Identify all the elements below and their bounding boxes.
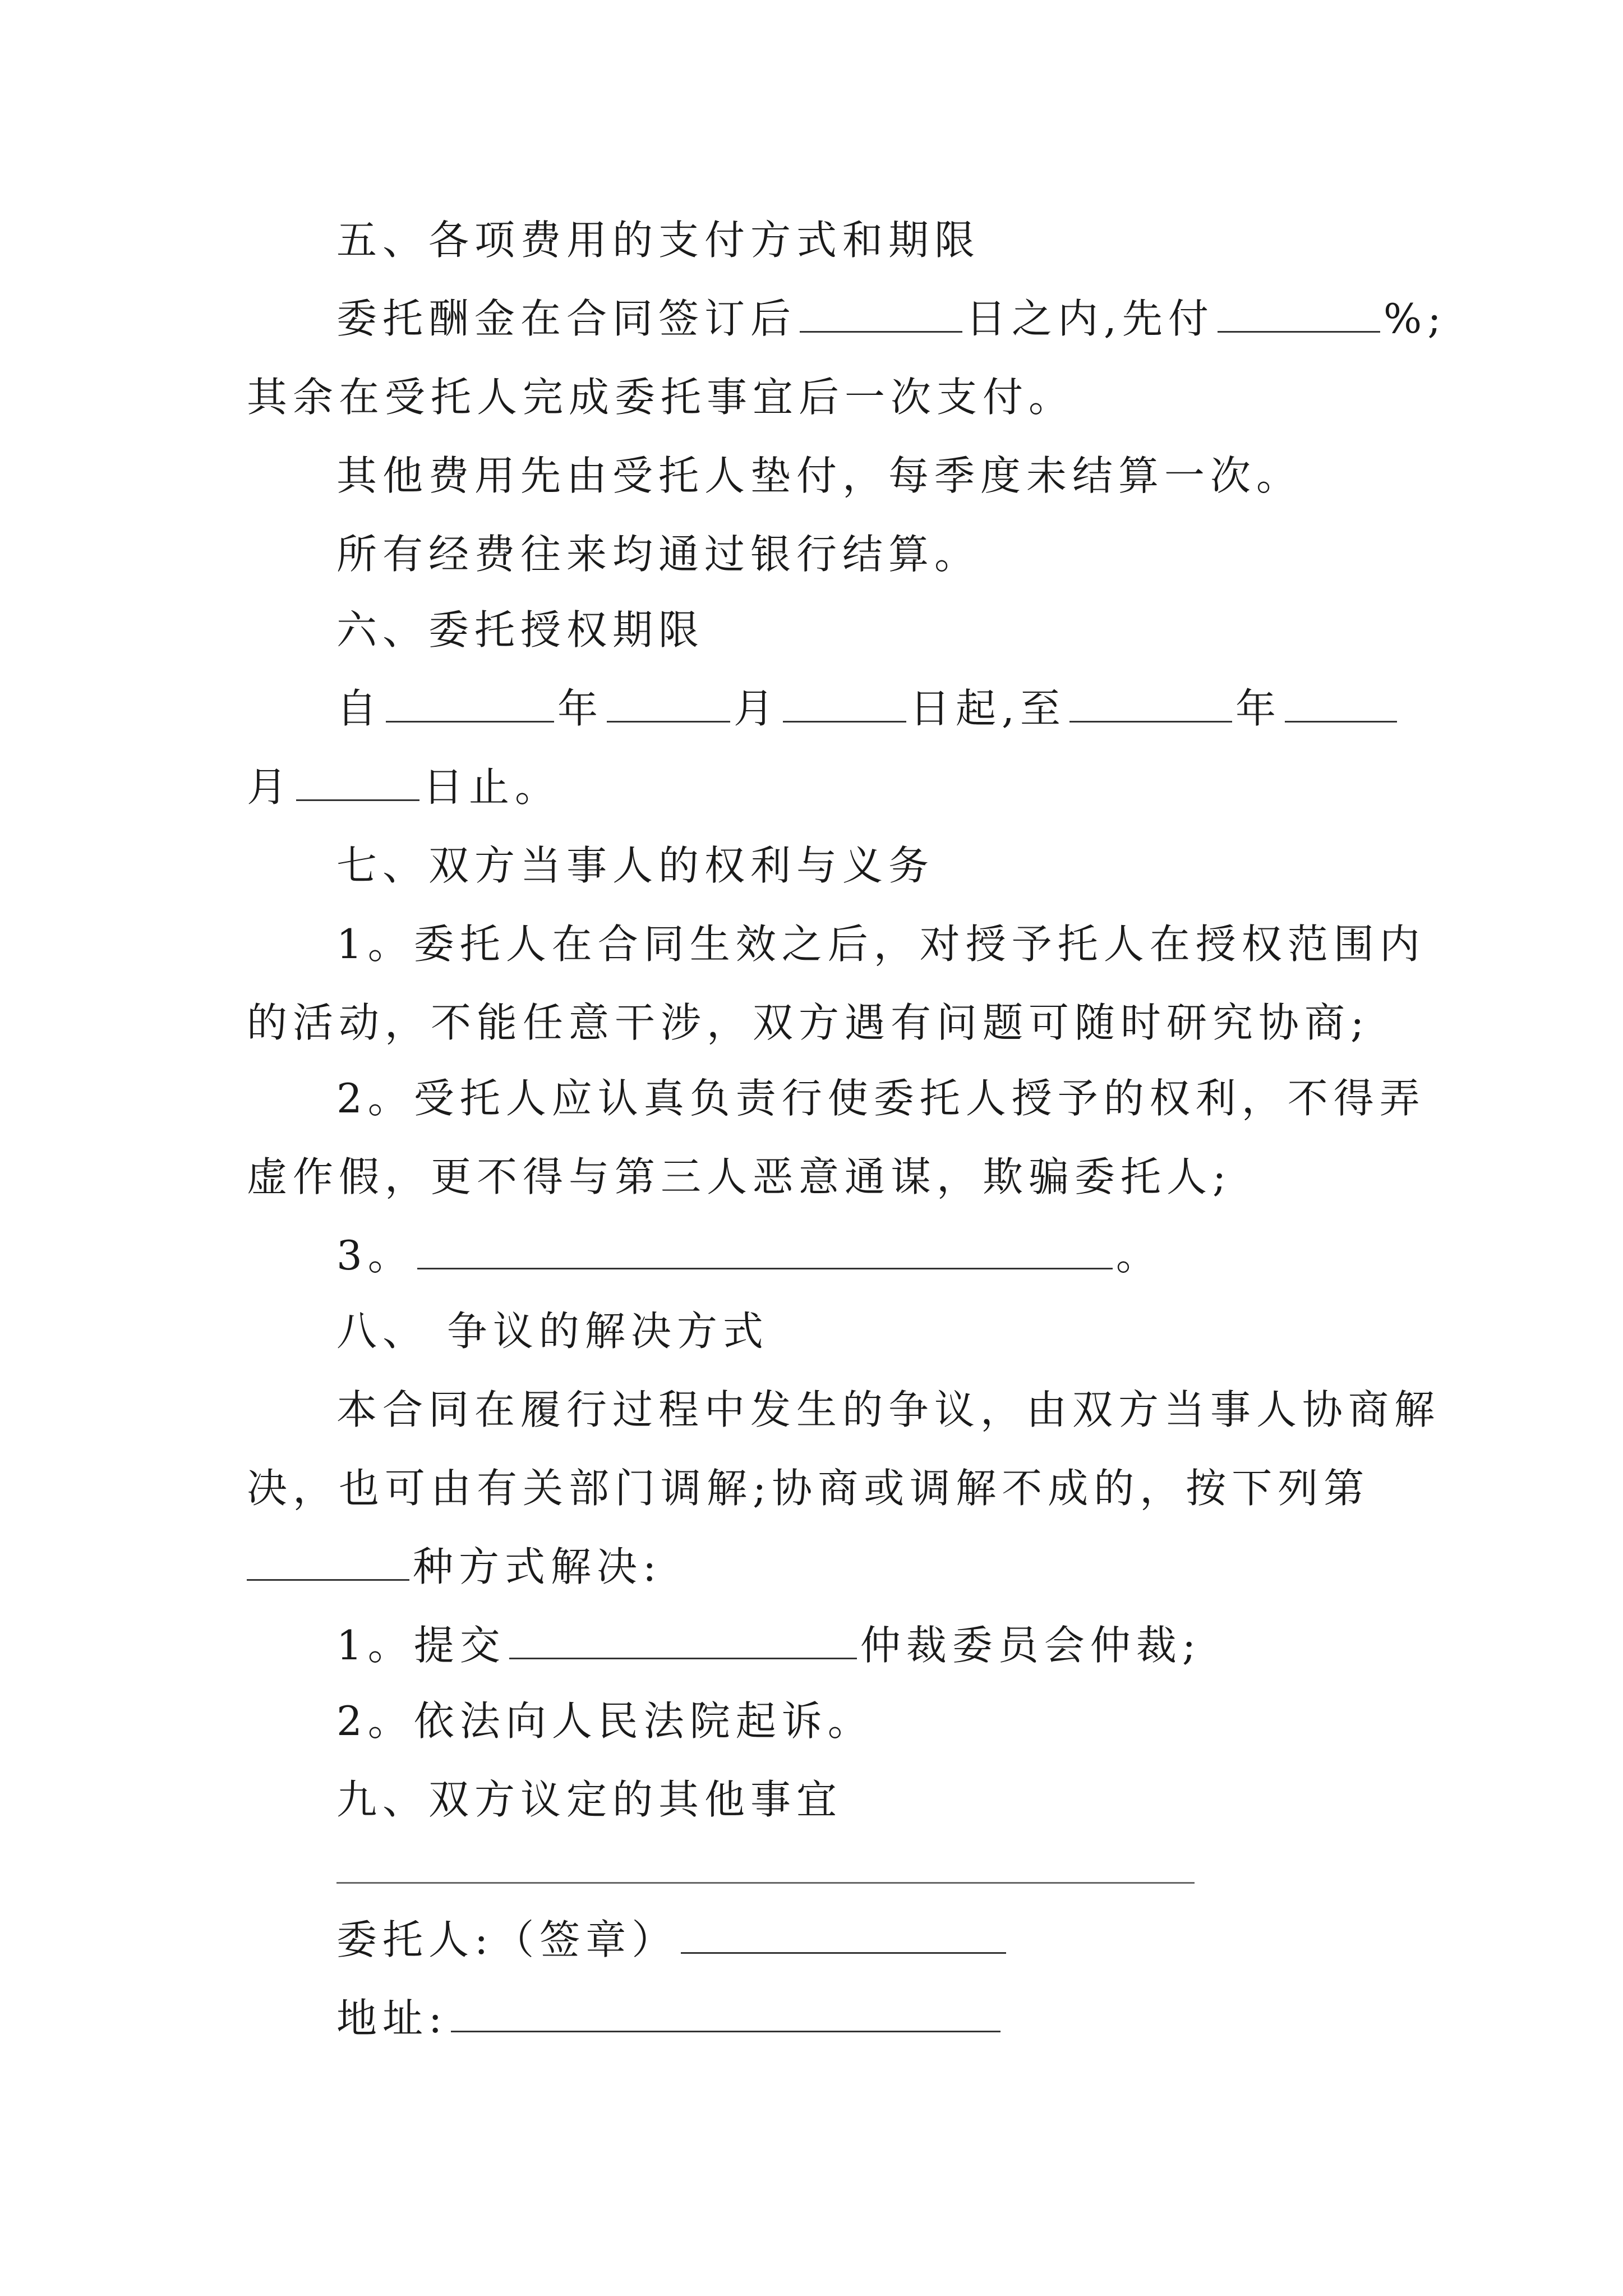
other-matters-blank-line[interactable] — [336, 1882, 1195, 1884]
section-5-paragraph-2: 其他费用先由受托人垫付，每季度未结算一次。 — [336, 452, 1303, 499]
section-5-paragraph-1 — [336, 292, 1447, 346]
section-5-paragraph-3: 所有经费往来均通过银行结算。 — [336, 531, 981, 578]
section-6-title: 六、委托授权期限 — [336, 606, 705, 654]
section-8-paragraph-1-continued: 决，也可由有关部门调解;协商或调解不成的，按下列第 — [247, 1465, 1370, 1512]
signature-address — [336, 1991, 1004, 2045]
blank-start-day-field[interactable] — [783, 686, 906, 723]
text: 1。提交 — [336, 1622, 506, 1669]
section-5-paragraph-1-continued: 其余在受托人完成委托事宜后一次支付。 — [247, 374, 1075, 421]
section-5-title: 五、各项费用的支付方式和期限 — [336, 217, 981, 264]
section-8-paragraph-1: 本合同在履行过程中发生的争议，由双方当事人协商解 — [336, 1386, 1441, 1433]
text: 3。 — [336, 1232, 414, 1279]
section-7-item-2: 2。受托人应认真负责行使委托人授予的权利，不得弄 — [336, 1075, 1426, 1122]
text: 年 — [557, 685, 604, 732]
text: 种方式解决: — [413, 1543, 662, 1590]
section-7-item-1: 1。委托人在合同生效之后，对授予托人在授权范围内 — [336, 921, 1426, 968]
address-field[interactable] — [451, 1996, 1000, 2032]
principal-signature-field[interactable] — [681, 1917, 1006, 1954]
text: 日止。 — [423, 763, 561, 811]
text: 委托人:（签章） — [336, 1916, 678, 1963]
text: 年 — [1235, 685, 1281, 732]
text: 月 — [247, 763, 293, 811]
section-8-item-2: 2。依法向人民法院起诉。 — [336, 1697, 874, 1745]
text: 日起,至 — [910, 685, 1066, 732]
section-7-item-3 — [336, 1228, 1162, 1282]
text: 委托酬金在合同签订后 — [336, 295, 797, 342]
section-7-item-2-continued: 虚作假，更不得与第三人恶意通谋，欺骗委托人; — [247, 1153, 1232, 1200]
section-6-paragraph-1 — [336, 682, 1400, 735]
blank-method-number-field[interactable] — [247, 1544, 409, 1581]
blank-end-year-field[interactable] — [1069, 686, 1232, 723]
section-8-title: 八、 争议的解决方式 — [336, 1308, 769, 1355]
text: 自 — [336, 685, 383, 732]
section-6-paragraph-1-continued — [247, 760, 561, 814]
text: 。 — [1115, 1232, 1162, 1279]
text: 仲裁委员会仲裁; — [860, 1622, 1202, 1669]
text: 月 — [734, 685, 780, 732]
text: %; — [1383, 295, 1447, 342]
section-7-item-1-continued: 的活动，不能任意干涉，双方遇有问题可随时研究协商; — [247, 999, 1370, 1046]
blank-start-month-field[interactable] — [607, 686, 730, 723]
blank-end-day-field[interactable] — [296, 765, 419, 801]
blank-arbitration-commission-field[interactable] — [509, 1623, 857, 1659]
section-8-paragraph-1-continued-2 — [247, 1540, 662, 1594]
section-9-title: 九、双方议定的其他事宜 — [336, 1776, 843, 1823]
blank-days-field[interactable] — [800, 296, 962, 333]
text: 地址: — [336, 1995, 448, 2042]
section-7-title: 七、双方当事人的权利与义务 — [336, 842, 935, 889]
section-8-item-1 — [336, 1618, 1201, 1672]
blank-start-year-field[interactable] — [386, 686, 554, 723]
text: 日之内,先付 — [966, 295, 1214, 342]
signature-principal — [336, 1913, 1009, 1967]
blank-item-3-field[interactable] — [417, 1233, 1113, 1269]
blank-end-month-field[interactable] — [1285, 686, 1397, 723]
blank-percent-field[interactable] — [1218, 296, 1380, 333]
